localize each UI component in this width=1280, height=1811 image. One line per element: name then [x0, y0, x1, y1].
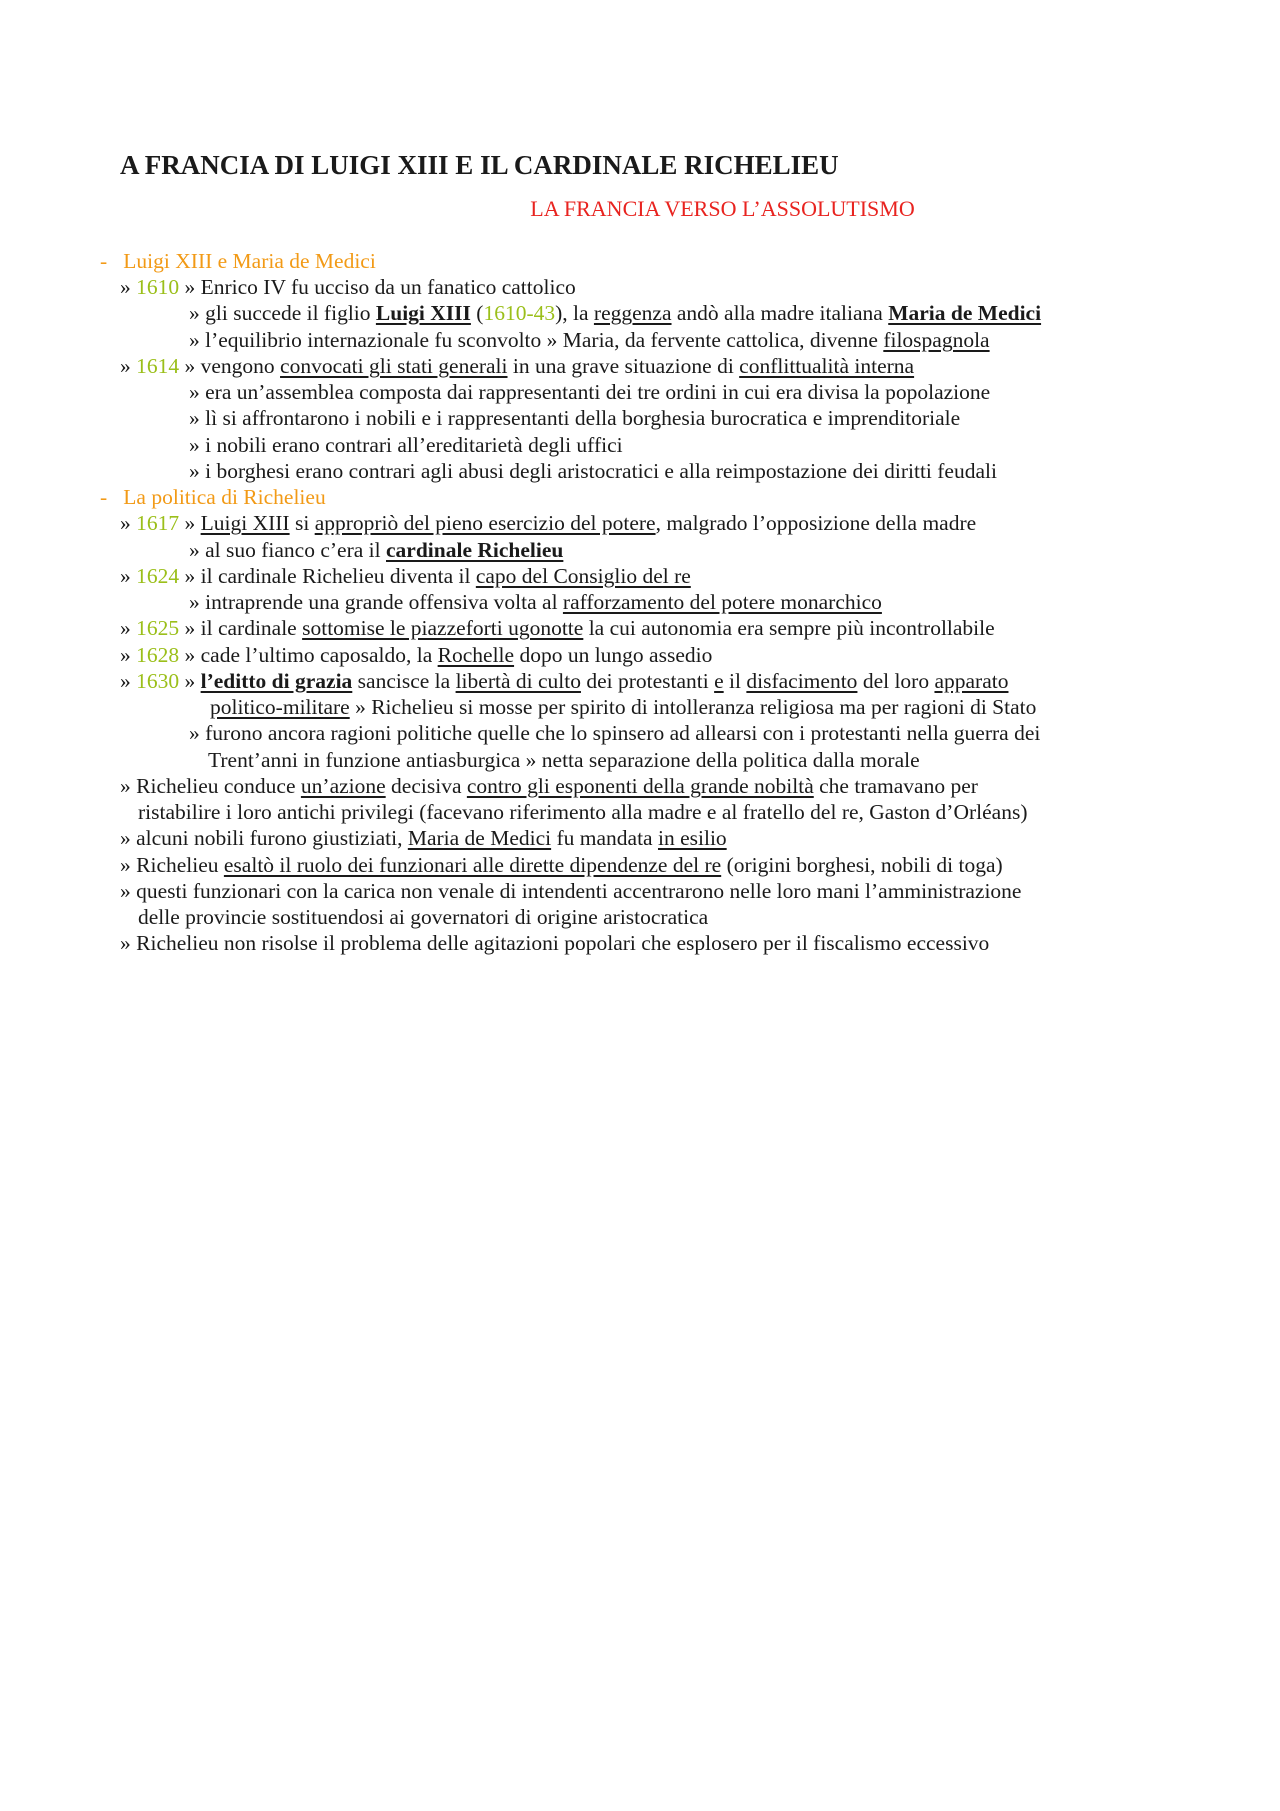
list-item-continuation: ristabilire i loro antichi privilegi (facevano riferimento alla madre e al fratello del re, Gaston d’Orléans)	[138, 800, 1028, 824]
list-item: » alcuni nobili furono giustiziati, Maria de Medici fu mandata in esilio	[120, 826, 727, 850]
list-item: » 1610 » Enrico IV fu ucciso da un fanatico cattolico	[120, 275, 576, 299]
section-heading: - Luigi XIII e Maria de Medici	[100, 249, 376, 273]
list-item: » i borghesi erano contrari agli abusi degli aristocratici e alla reimpostazione dei diritti feudali	[189, 459, 997, 483]
list-item: » 1628 » cade l’ultimo caposaldo, la Rochelle dopo un lungo assedio	[120, 643, 713, 667]
list-item: » Richelieu conduce un’azione decisiva contro gli esponenti della grande nobiltà che tramavano per	[120, 774, 978, 798]
list-item: » al suo fianco c’era il cardinale Richelieu	[189, 538, 564, 562]
list-item: » 1625 » il cardinale sottomise le piazzeforti ugonotte la cui autonomia era sempre più incontrollabile	[120, 616, 995, 640]
list-item-continuation: politico-militare » Richelieu si mosse per spirito di intolleranza religiosa ma per ragioni di Stato	[210, 695, 1037, 719]
list-item-continuation: Trent’anni in funzione antiasburgica » netta separazione della politica dalla morale	[208, 748, 920, 772]
list-item: » 1617 » Luigi XIII si appropriò del pieno esercizio del potere, malgrado l’opposizione della madre	[120, 511, 977, 535]
list-item: » 1614 » vengono convocati gli stati generali in una grave situazione di conflittualità interna	[120, 354, 915, 378]
list-item: » Richelieu non risolse il problema delle agitazioni popolari che esplosero per il fiscalismo eccessivo	[120, 931, 990, 955]
page-title: A FRANCIA DI LUIGI XIII E IL CARDINALE RICHELIEU	[120, 150, 839, 180]
section-heading: - La politica di Richelieu	[100, 485, 326, 509]
list-item: » furono ancora ragioni politiche quelle che lo spinsero ad allearsi con i protestanti nella guerra dei	[189, 721, 1041, 745]
list-item: » intraprende una grande offensiva volta al rafforzamento del potere monarchico	[189, 590, 882, 614]
list-item: » gli succede il figlio Luigi XIII (1610-43), la reggenza andò alla madre italiana Maria de Medici	[189, 301, 1042, 325]
list-item: » era un’assemblea composta dai rappresentanti dei tre ordini in cui era divisa la popolazione	[189, 380, 991, 404]
list-item: » Richelieu esaltò il ruolo dei funzionari alle dirette dipendenze del re (origini borghesi, nobili di toga)	[120, 853, 1003, 877]
list-item: » i nobili erano contrari all’ereditarietà degli uffici	[189, 433, 623, 457]
list-item: » l’equilibrio internazionale fu sconvolto » Maria, da fervente cattolica, divenne filospagnola	[189, 328, 990, 352]
list-item: » lì si affrontarono i nobili e i rappresentanti della borghesia burocratica e imprenditoriale	[189, 406, 961, 430]
page-subtitle: LA FRANCIA VERSO L’ASSOLUTISMO	[530, 196, 915, 221]
list-item-continuation: delle provincie sostituendosi ai governatori di origine aristocratica	[138, 905, 709, 929]
list-item: » 1624 » il cardinale Richelieu diventa il capo del Consiglio del re	[120, 564, 691, 588]
list-item: » questi funzionari con la carica non venale di intendenti accentrarono nelle loro mani l’amministrazione	[120, 879, 1022, 903]
list-item: » 1630 » l’editto di grazia sancisce la libertà di culto dei protestanti e il disfacimento del loro apparato	[120, 669, 1009, 693]
